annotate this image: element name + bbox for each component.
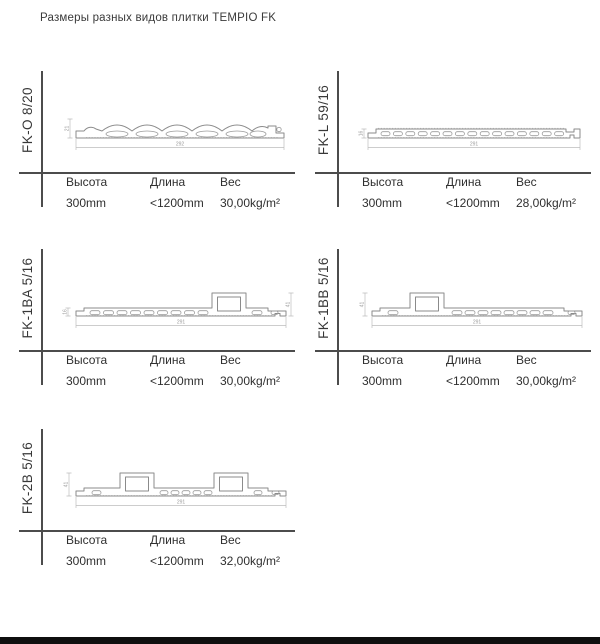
- column-header-height: Высота: [362, 175, 404, 189]
- block-divider-line: [19, 530, 295, 532]
- column-header-weight: Вес: [516, 175, 537, 189]
- height-value: 300mm: [66, 374, 107, 388]
- dimension-label-side: 41: [359, 301, 366, 308]
- dimension-label-side: 16: [358, 130, 365, 137]
- column-header-length: Длина: [150, 175, 186, 189]
- dimension-label-width: 291: [469, 141, 479, 148]
- height-value: 300mm: [362, 196, 403, 210]
- column-header-length: Длина: [446, 175, 482, 189]
- height-value: 300mm: [66, 554, 107, 568]
- block-divider-line: [19, 350, 295, 352]
- dimension-label-side: 16: [62, 309, 69, 315]
- column-header-length: Длина: [150, 533, 186, 547]
- block-axis-vertical-line: [41, 249, 43, 385]
- column-header-weight: Вес: [516, 353, 537, 367]
- length-value: <1200mm: [150, 554, 204, 568]
- length-value: <1200mm: [446, 196, 500, 210]
- column-header-length: Длина: [446, 353, 482, 367]
- dimension-label-side: 21: [64, 125, 71, 132]
- column-header-weight: Вес: [220, 175, 241, 189]
- length-value: <1200mm: [446, 374, 500, 388]
- dimension-label-width: 291: [472, 319, 482, 326]
- column-header-weight: Вес: [220, 533, 241, 547]
- column-header-height: Высота: [66, 353, 108, 367]
- height-value: 300mm: [66, 196, 107, 210]
- block-axis-vertical-line: [337, 71, 339, 207]
- column-header-height: Высота: [66, 175, 108, 189]
- profile-name-label: FK-O 8/20: [20, 87, 35, 153]
- dimension-label-width: 291: [176, 319, 186, 326]
- length-value: <1200mm: [150, 374, 204, 388]
- dimension-label-box: 41: [285, 301, 292, 308]
- dimension-label-width: 291: [176, 499, 186, 506]
- page-title: Размеры разных видов плитки TEMPIO FK: [40, 12, 277, 24]
- spec-block-fk-o: [14, 65, 300, 217]
- spec-block-fk-1bb: [310, 243, 596, 395]
- column-header-weight: Вес: [220, 353, 241, 367]
- profile-name-label: FK-2B 5/16: [20, 441, 35, 515]
- length-value: <1200mm: [150, 196, 204, 210]
- block-divider-line: [315, 172, 591, 174]
- block-axis-vertical-line: [337, 249, 339, 385]
- column-header-length: Длина: [150, 353, 186, 367]
- column-header-height: Высота: [66, 533, 108, 547]
- profile-name-label: FK-1BB 5/16: [316, 257, 331, 339]
- weight-value: 28,00kg/m²: [516, 196, 577, 210]
- weight-value: 30,00kg/m²: [220, 196, 281, 210]
- weight-value: 30,00kg/m²: [516, 374, 577, 388]
- dimension-label-side: 41: [63, 481, 70, 488]
- profile-name-label: FK-1BA 5/16: [20, 257, 35, 339]
- dimension-label-width: 292: [175, 141, 185, 148]
- block-axis-vertical-line: [41, 71, 43, 207]
- block-axis-vertical-line: [41, 429, 43, 565]
- height-value: 300mm: [362, 374, 403, 388]
- spec-block-fk-1ba: [14, 243, 300, 395]
- spec-block-fk-l: [310, 65, 596, 217]
- spec-block-fk-2b: [14, 423, 300, 575]
- block-divider-line: [19, 172, 295, 174]
- profile-drawing-fk-1ba: [62, 285, 294, 341]
- profile-name-label: FK-L 59/16: [316, 84, 331, 156]
- block-divider-line: [315, 350, 591, 352]
- profile-drawing-fk-o: [62, 107, 294, 163]
- profile-drawing-fk-l: [358, 107, 590, 163]
- weight-value: 30,00kg/m²: [220, 374, 281, 388]
- profile-drawing-fk-2b: [62, 465, 294, 521]
- profile-drawing-fk-1bb: [358, 285, 590, 341]
- footer-bar: [0, 637, 600, 644]
- column-header-height: Высота: [362, 353, 404, 367]
- weight-value: 32,00kg/m²: [220, 554, 281, 568]
